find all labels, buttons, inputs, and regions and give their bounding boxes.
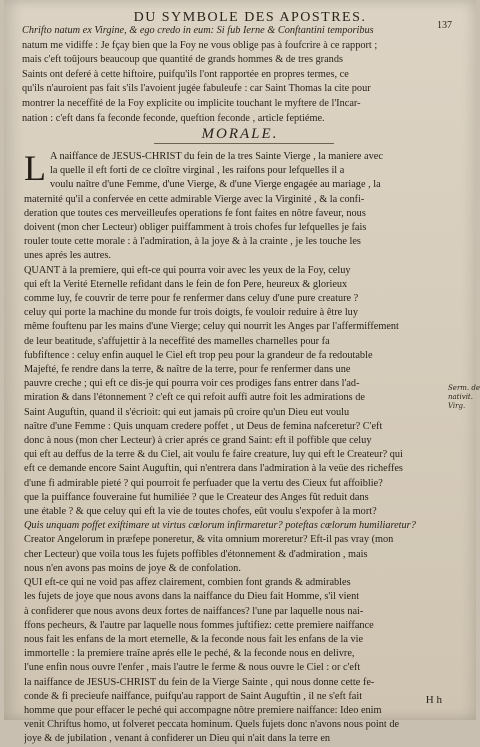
text-line: eft ce demande encore Saint Auguftin, qui n'entrera dans l'admiration à la veüe des richeffes [24, 463, 403, 475]
text-line: à confiderer que nous avons deux fortes de naiffances? l'une par laquelle nous nai- [24, 605, 364, 617]
text-line: deration que toutes ces merveilleufes operations fe font faites en nôtre faveur, nous [24, 207, 366, 219]
text-line: d'une fi admirable pieté ? qui pourroit fe perfuader que la vertu des Cieux fut affoiblie? [24, 477, 383, 489]
text-line: nous fait les enfans de la mort eternelle, & la feconde nous fait les enfans de la vie [24, 633, 364, 645]
text-line: doivent (mon cher Lecteur) obliger puiffamment à trois chofes fur lefquelles je fais [24, 222, 367, 234]
text-line: Majefté, fe rendre dans la terre, & naître de la terre, pour fe renfermer dans une [24, 364, 351, 376]
text-line: la naiffance de JESUS-CHRIST du fein de la Vierge Sainte , qui nous donne cette fe- [24, 676, 375, 688]
text-line: voulu naître d'une Femme, d'une Vierge, & d'une Vierge engagée au mariage , la [50, 179, 381, 191]
margin-note: Serm. de nativit. Virg. [448, 384, 480, 410]
text-line: l'une enfin nous ouvre l'enfer , mais l'autre le ferme & nous ouvre le Ciel : or c'eft [24, 662, 361, 674]
text-line: Chrifto natum ex Virgine, & ego credo in eum: Si fub Ierne & Conftantini temporibus [22, 25, 374, 36]
text-line: venit Chriftus homo, ut folveret peccata hominum. Quels fujets donc n'avons nous point de [24, 719, 400, 731]
text-line: QUANT à la premiere, qui eft-ce qui pourra voir avec les yeux de la Foy, celuy [24, 264, 351, 276]
text-line: montrer la neceffité de la Foy explicite ou implicite touchant le myftere de l'Incar- [22, 97, 361, 109]
text-line: ffons pecheurs, & l'autre par laquelle nous fommes juftifiez: cette premiere naiffance [24, 619, 374, 631]
text-line: qui eft au deffus de la terre & du Ciel, ait voulu fe faire creature, luy qui eft le Createur? qui [24, 449, 403, 461]
text-line: rouler toute cette morale : à l'admiration, à la joye & à la crainte , je les touche les [24, 236, 361, 248]
text-line: qui eft la Verité Eternelle refidant dans le fein de fon Pere, heureux & glorieux [24, 278, 348, 290]
text-line: Quis unquam poffet exiftimare ut virtus cœlorum infirmaretur? poteftas cœlorum humiliaretur? [24, 520, 416, 532]
page-number: 137 [437, 20, 452, 31]
text-line: conde & fi precieufe naiffance, puifqu'au rapport de Saint Auguftin , il ne s'eft fait [24, 690, 363, 702]
section-title: MORALE. [201, 126, 279, 142]
text-line: de leur beatitude, s'affujettir à la neceffité des mamelles charnelles pour fa [24, 335, 330, 347]
text-line: mais c'eft toûjours beaucoup que quantité de grands hommes & de tres grands [22, 54, 343, 66]
text-line: immortelle : la premiere traîne aprés elle le peché, & la feconde nous en delivre, [24, 648, 355, 660]
text-line: nation : c'eft dans fa feconde feconde, queftion feconde , article feptiéme. [22, 112, 325, 124]
text-line: que la puiffance fouveraine fut humiliée ? que le Createur des Anges fût reduit dans [24, 491, 369, 503]
text-line: les fujets de joye que nous avons dans la naiffance du Dieu fait Homme, s'il vient [24, 591, 360, 603]
text-line: QUI eft-ce qui ne void pas affez clairement, combien font grands & admirables [24, 577, 351, 589]
text-line: même fouftenu par les mains d'une Vierge; celuy qui nourrit les Anges par l'affermiffement [24, 321, 399, 333]
signature-mark: H h [425, 694, 442, 706]
text-line: miration & dans l'étonnement ? c'eft ce qui refoit auffi autre foit les admirations de [24, 392, 365, 404]
text-line: la quelle il eft forti de ce cloître virginal , les raifons pour lefquelles il a [50, 165, 345, 177]
text-line: Saints ont deferé à cette hiftoire, puifqu'ils l'ont rapportée en propres termes, ce [22, 68, 349, 80]
text-line: homme que pour effacer le peché qui accompagne nôtre premiere naiffance: Ideo enim [24, 704, 382, 716]
running-head: DU SYMBOLE DES APOSTRES. [133, 10, 367, 25]
text-line: pauvre creche ; qui eft ce dis-je qui pourra voir ces prodiges fans entrer dans l'ad- [24, 378, 360, 390]
text-line: joye & de jubilation , venant à confiderer un Dieu qui n'ait dans la terre en [24, 733, 331, 745]
text-line: celuy qui porte la machine du monde fur trois doigts, fe vouloir reduire à être luy [24, 307, 358, 319]
body-text [24, 150, 448, 747]
text-line: A naiffance de JESUS-CHRIST du fein de la tres Sainte Vierge , la maniere avec [50, 151, 383, 162]
text-line: unes aprés les autres. [24, 250, 111, 262]
text-line: fubfiftence : celuy enfin auquel le Ciel eft trop peu pour la grandeur de fa redoutable [24, 349, 373, 361]
text-line: Creator Angelorum in præfepe poneretur, & vita omnium moreretur? Eft-il pas vray (mon [24, 534, 394, 546]
text-line: cher Lecteur) que voila tous les fujets poffibles d'étonnement & d'admiration , mais [24, 548, 368, 560]
text-line: une étable ? & que celuy qui eft la vie de toutes chofes, eût voulu s'expofer à la mort? [24, 506, 377, 518]
text-line: comme luy, fe couvrir de terre pour fe renfermer dans celuy d'une pure creature ? [24, 293, 359, 305]
drop-capital: L [24, 148, 46, 188]
title-rule [154, 143, 334, 144]
text-line: donc à nous (mon cher Lecteur) à crier aprés ce grand Saint: eft il poffible que celuy [24, 435, 372, 447]
continued-text-block [22, 24, 462, 126]
text-line: Saint Auguftin, quand il s'écrioit: qui eut jamais pû croire qu'un Dieu eut voulu [24, 406, 350, 418]
book-page [4, 0, 480, 745]
text-line: natum me vidiffe : Je fçay bien que la Foy ne vous oblige pas à foufcrire à ce rapport ; [22, 39, 378, 51]
text-line: naître d'une Femme : Quis unquam credere poffet , ut Deus de femina nafceretur? C'eft [24, 420, 383, 432]
text-line: maternité qu'il a confervée en cette admirable Vierge avec la Virginité , & la confi- [24, 193, 365, 205]
text-line: nous n'en avons pas moins de joye & de confolation. [24, 562, 241, 574]
text-line: qu'ils n'auroient pas fait s'ils l'avoient jugée fabuleufe : car Saint Thomas la cite pour [22, 83, 371, 95]
